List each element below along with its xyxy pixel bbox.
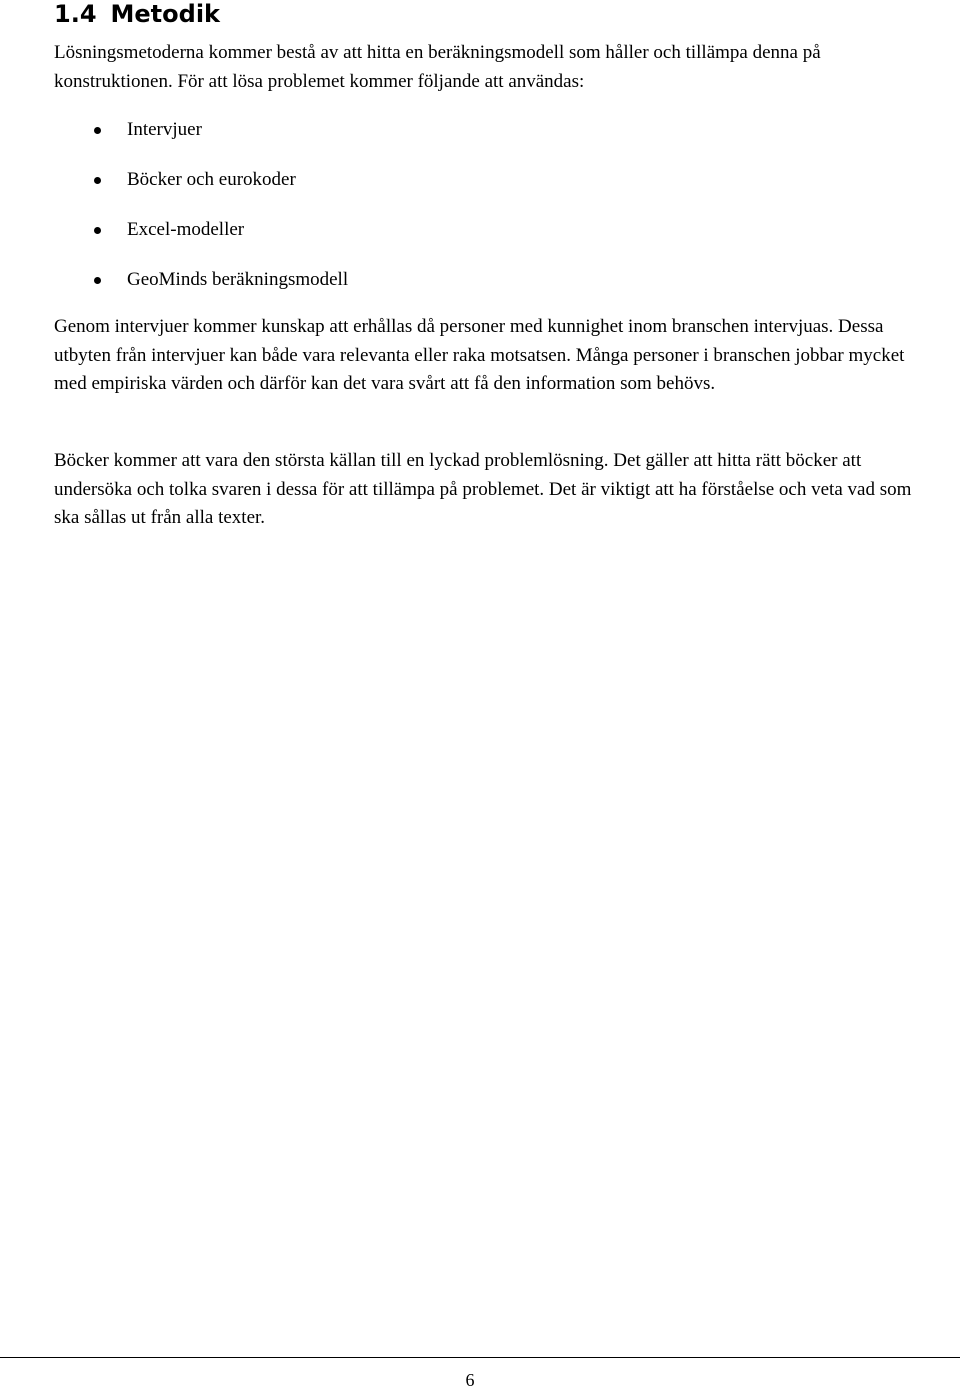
footer-divider [0,1357,960,1358]
books-paragraph: Böcker kommer att vara den största källan till en lyckad problemlösning. Det gäller att hitta rätt böcker att undersöka och tolka svaren i dessa för att tillämpa på problemet. Det är viktigt att ha förståelse och veta vad som ska sållas ut från alla texter. [54,450,912,528]
bullet-icon [94,177,101,184]
bullet-icon [94,127,101,134]
interviews-paragraph: Genom intervjuer kommer kunskap att erhållas då personer med kunnighet inom branschen intervjuas. Dessa utbyten från intervjuer kan både vara relevanta eller raka motsatsen. Många personer i branschen jobbar mycket med empiriska värden och därför kan det vara svårt att få den information som behövs. [54,316,905,394]
list-item-text: Böcker och eurokoder [127,169,296,190]
section-number: 1.4 [54,0,97,28]
bullet-icon [94,277,101,284]
section-title: Metodik [110,0,221,28]
intro-paragraph: Lösningsmetoderna kommer bestå av att hitta en beräkningsmodell som håller och tillämpa denna på konstruktionen. För att lösa problemet kommer följande att användas: [54,42,821,92]
bullet-icon [94,227,101,234]
list-item-text: GeoMinds beräkningsmodell [127,269,349,290]
page-number: 6 [465,1370,475,1390]
list-item-text: Excel-modeller [127,219,245,240]
list-item-text: Intervjuer [127,119,202,140]
section-heading [54,0,220,28]
